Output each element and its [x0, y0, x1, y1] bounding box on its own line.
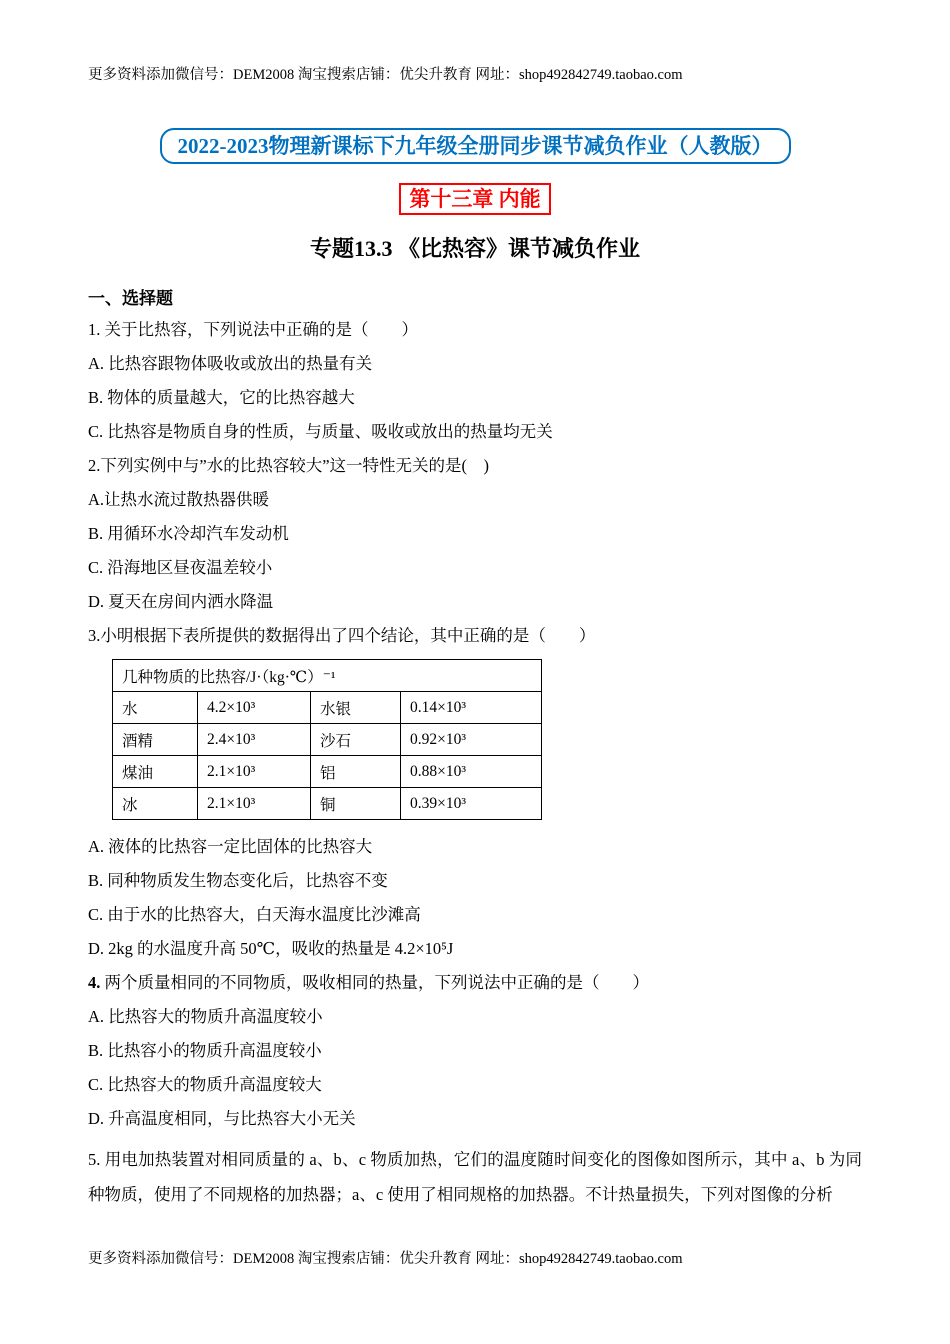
q4-stem-text: 两个质量相同的不同物质，吸收相同的热量，下列说法中正确的是（ ）	[100, 973, 649, 992]
header-promo-text: 更多资料添加微信号：DEM2008 淘宝搜索店铺：优尖升教育 网址：shop492842749.taobao.com	[88, 67, 683, 83]
cell-value: 0.39×10³	[401, 788, 542, 820]
table-row	[113, 724, 542, 756]
chapter-title: 第十三章 内能	[399, 183, 550, 215]
q1-option-a: A. 比热容跟物体吸收或放出的热量有关	[88, 354, 373, 373]
q4-number: 4.	[88, 973, 101, 992]
section-heading: 一、选择题	[88, 289, 173, 308]
q1-option-c: C. 比热容是物质自身的性质，与质量、吸收或放出的热量均无关	[88, 422, 553, 441]
cell-substance: 水	[113, 692, 198, 724]
q1-stem: 1. 关于比热容，下列说法中正确的是（ ）	[88, 320, 418, 339]
cell-substance: 煤油	[113, 756, 198, 788]
cell-substance: 铝	[311, 756, 401, 788]
specific-heat-table	[112, 659, 542, 820]
q3-option-c: C. 由于水的比热容大，白天海水温度比沙滩高	[88, 905, 421, 924]
q3-option-a: A. 液体的比热容一定比固体的比热容大	[88, 837, 373, 856]
series-title: 2022-2023物理新课标下九年级全册同步课节减负作业（人教版）	[160, 128, 791, 164]
cell-substance: 冰	[113, 788, 198, 820]
table-row	[113, 788, 542, 820]
cell-value: 4.2×10³	[198, 692, 311, 724]
q4-option-d: D. 升高温度相同，与比热容大小无关	[88, 1109, 356, 1128]
q2-option-a: A.让热水流过散热器供暖	[88, 490, 270, 509]
cell-value: 0.88×10³	[401, 756, 542, 788]
q4-option-b: B. 比热容小的物质升高温度较小	[88, 1041, 322, 1060]
q2-option-c: C. 沿海地区昼夜温差较小	[88, 558, 273, 577]
chapter-title-row	[88, 183, 862, 215]
table-caption: 几种物质的比热容/J·（kg·℃）⁻¹	[113, 660, 542, 692]
series-title-row	[88, 128, 862, 164]
cell-value: 2.1×10³	[198, 788, 311, 820]
cell-substance: 酒精	[113, 724, 198, 756]
q3-option-b: B. 同种物质发生物态变化后，比热容不变	[88, 871, 388, 890]
q3-stem: 3.小明根据下表所提供的数据得出了四个结论，其中正确的是（ ）	[88, 626, 596, 645]
table-row	[113, 756, 542, 788]
cell-substance: 铜	[311, 788, 401, 820]
q2-option-d: D. 夏天在房间内洒水降温	[88, 592, 274, 611]
cell-substance: 沙石	[311, 724, 401, 756]
cell-value: 2.1×10³	[198, 756, 311, 788]
q4-option-a: A. 比热容大的物质升高温度较小	[88, 1007, 323, 1026]
topic-title: 专题13.3 《比热容》课节减负作业	[309, 236, 640, 261]
table-caption-row	[113, 660, 542, 692]
table-row	[113, 692, 542, 724]
cell-value: 0.14×10³	[401, 692, 542, 724]
q5-stem: 5. 用电加热装置对相同质量的 a、b、c 物质加热，它们的温度随时间变化的图像如图所示，其中 a、b 为同种物质，使用了不同规格的加热器；a、c 使用了相同规格的加热器。不计热量损失，下列对图像的分析	[88, 1150, 862, 1204]
q4-stem	[88, 972, 862, 993]
footer-promo-text: 更多资料添加微信号：DEM2008 淘宝搜索店铺：优尖升教育 网址：shop492842749.taobao.com	[88, 1251, 683, 1267]
q2-stem: 2.下列实例中与”水的比热容较大”这一特性无关的是( )	[88, 456, 490, 475]
cell-substance: 水银	[311, 692, 401, 724]
q4-option-c: C. 比热容大的物质升高温度较大	[88, 1075, 322, 1094]
cell-value: 0.92×10³	[401, 724, 542, 756]
cell-value: 2.4×10³	[198, 724, 311, 756]
q1-option-b: B. 物体的质量越大，它的比热容越大	[88, 388, 355, 407]
q2-option-b: B. 用循环水冷却汽车发动机	[88, 524, 289, 543]
q3-option-d: D. 2kg 的水温度升高 50℃，吸收的热量是 4.2×10⁵J	[88, 939, 454, 958]
